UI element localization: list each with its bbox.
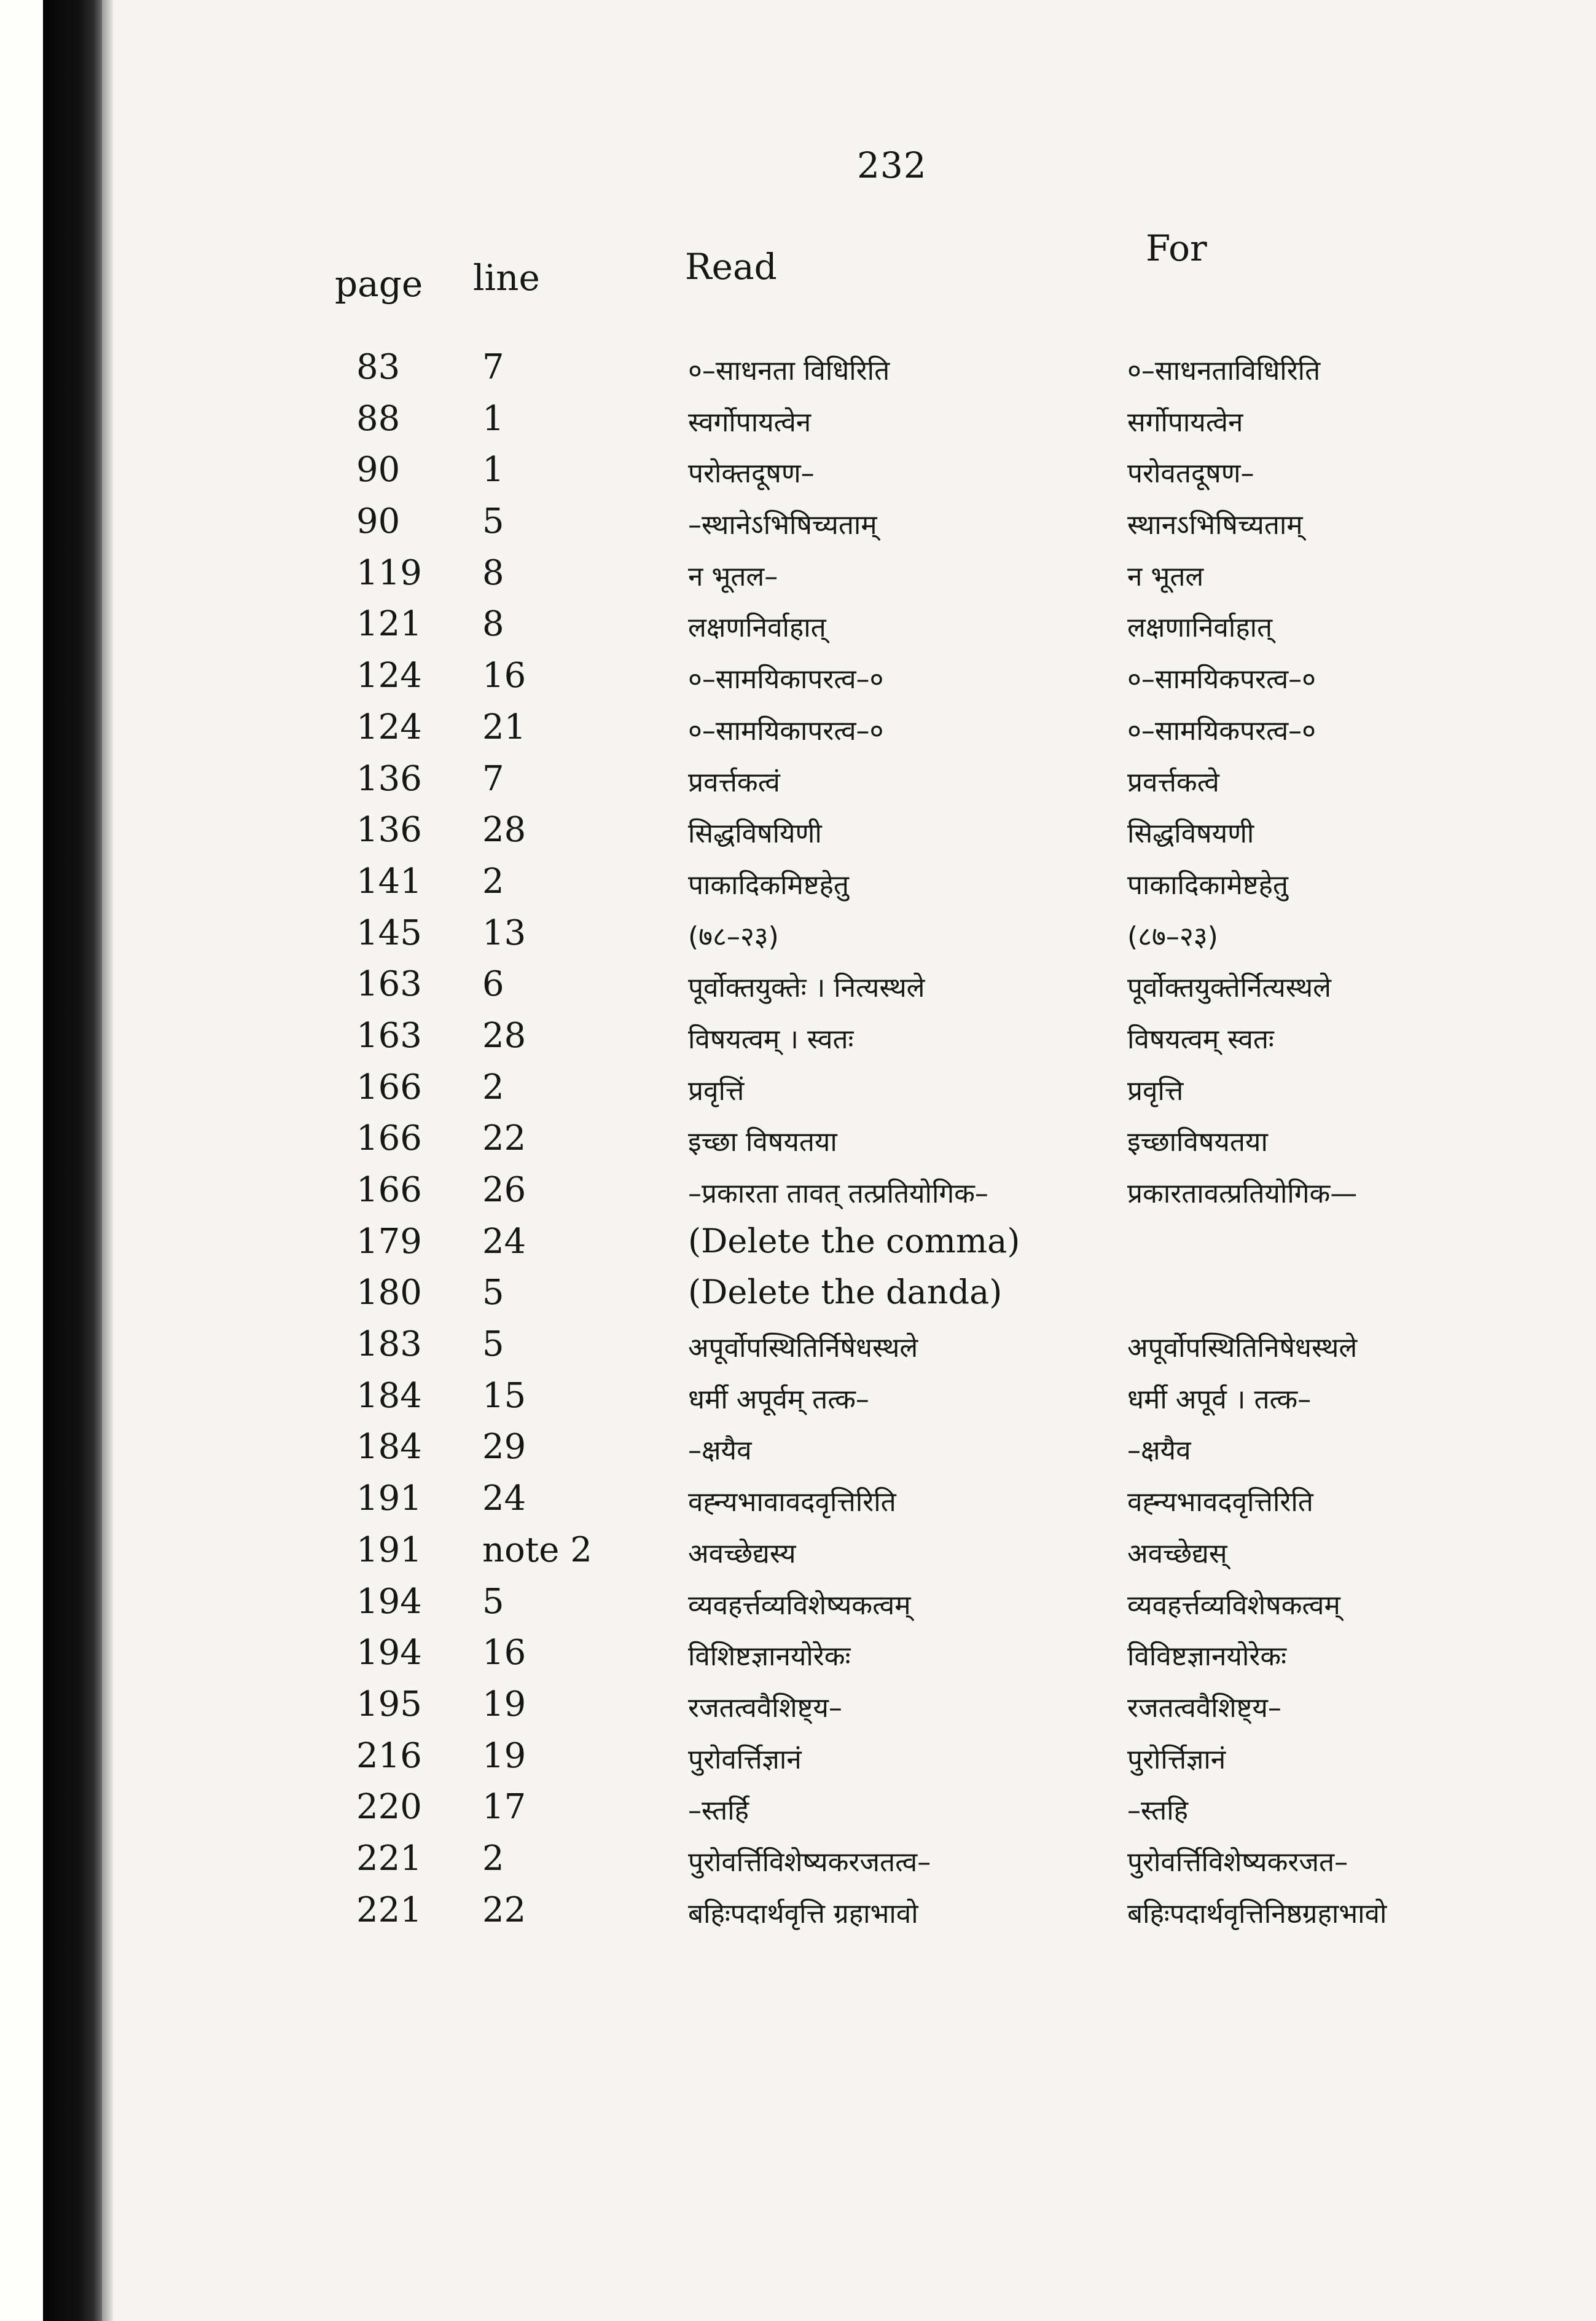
errata-page-number: 136 (356, 758, 422, 799)
errata-page-number: 221 (356, 1890, 422, 1930)
errata-correct-reading: पाकादिकमिष्टहेतु (688, 869, 849, 901)
errata-page-number: 194 (356, 1633, 422, 1673)
errata-page-number: 166 (356, 1067, 422, 1107)
errata-page-number: 90 (356, 501, 401, 542)
errata-line-number: 19 (482, 1735, 526, 1776)
errata-line-number: 2 (482, 1067, 504, 1107)
errata-page-number: 194 (356, 1581, 422, 1622)
errata-row (0, 964, 1596, 1016)
errata-row (0, 1582, 1596, 1633)
errata-page-number: 184 (356, 1375, 422, 1416)
errata-row (0, 604, 1596, 656)
errata-correct-reading: परोक्तदूषण– (688, 458, 815, 490)
errata-page-number: 191 (356, 1479, 422, 1519)
errata-row (0, 553, 1596, 605)
errata-page-number: 88 (356, 398, 401, 439)
errata-page-number: 166 (356, 1170, 422, 1210)
errata-correct-reading: (७८–२३) (688, 921, 779, 952)
errata-line-number: 24 (482, 1479, 526, 1519)
errata-line-number: 15 (482, 1375, 526, 1416)
page-number: 232 (857, 144, 927, 186)
column-header-for: For (1146, 227, 1207, 269)
errata-correct-reading: –प्रकारता तावत् तत्प्रतियोगिक– (688, 1178, 988, 1209)
errata-line-number: 1 (482, 398, 504, 439)
errata-line-number: 21 (482, 707, 526, 747)
errata-page-number: 195 (356, 1684, 422, 1724)
errata-correct-reading: धर्मी अपूर्वम् तत्क– (688, 1383, 869, 1415)
errata-row (0, 1118, 1596, 1170)
errata-correct-reading: अपूर्वोपस्थितिर्निषेधस्थले (688, 1332, 918, 1364)
errata-incorrect-reading: ०–सामयिकपरत्व–० (1127, 664, 1316, 696)
errata-incorrect-reading: पुरोवर्त्तिविशेष्यकरजत– (1127, 1846, 1348, 1878)
errata-page-number: 163 (356, 964, 422, 1005)
errata-row (0, 1787, 1596, 1839)
errata-row (0, 1067, 1596, 1119)
errata-row (0, 1324, 1596, 1376)
errata-correct-reading: रजतत्ववैशिष्ट्य– (688, 1692, 842, 1724)
errata-page-number: 121 (356, 604, 422, 645)
errata-correct-reading: बहिःपदार्थवृत्ति ग्रहाभावो (688, 1898, 918, 1930)
errata-line-number: 5 (482, 1273, 504, 1313)
errata-incorrect-reading: विविष्टज्ञानयोरेकः (1127, 1641, 1287, 1673)
errata-line-number: 24 (482, 1221, 526, 1262)
errata-page-number: 145 (356, 913, 422, 953)
errata-incorrect-reading: रजतत्ववैशिष्ट्य– (1127, 1692, 1281, 1724)
errata-row (0, 1376, 1596, 1428)
errata-correct-reading: इच्छा विषयतया (688, 1126, 837, 1158)
errata-incorrect-reading: पूर्वोक्तयुक्तेर्नित्यस्थले (1127, 972, 1331, 1004)
errata-incorrect-reading: न भूतल (1127, 560, 1204, 592)
errata-line-number: 5 (482, 501, 504, 542)
errata-incorrect-reading: अवच्छेद्यस् (1127, 1538, 1227, 1569)
errata-correct-reading: अवच्छेद्यस्य (688, 1538, 796, 1569)
errata-incorrect-reading: (८७–२३) (1127, 921, 1218, 952)
errata-correct-reading: सिद्धविषयिणी (688, 818, 822, 850)
errata-line-number: 2 (482, 1838, 504, 1879)
errata-correct-reading: ०–सामयिकापरत्व–० (688, 715, 884, 747)
errata-correct-reading: पुरोवर्त्तिविशेष्यकरजतत्व– (688, 1846, 931, 1878)
errata-incorrect-reading: सिद्धविषयणी (1127, 818, 1254, 850)
errata-line-number: 16 (482, 656, 526, 696)
errata-page-number: 183 (356, 1324, 422, 1365)
errata-page-number: 221 (356, 1838, 422, 1879)
errata-correct-reading: प्रवर्त्तकत्वं (688, 766, 780, 798)
errata-correct-reading: प्रवृत्तिं (688, 1075, 745, 1107)
errata-correct-reading: –स्थानेऽभिषिच्यताम् (688, 509, 877, 541)
errata-row (0, 450, 1596, 501)
errata-row (0, 1222, 1596, 1273)
errata-line-number: 5 (482, 1324, 504, 1365)
errata-line-number: 19 (482, 1684, 526, 1724)
errata-line-number: 29 (482, 1427, 526, 1467)
errata-incorrect-reading: सर्गोपायत्वेन (1127, 406, 1243, 438)
errata-correct-reading: (Delete the danda) (688, 1273, 1003, 1312)
errata-correct-reading: वह्न्यभावावदवृत्तिरिति (688, 1486, 896, 1518)
errata-row (0, 1170, 1596, 1222)
errata-correct-reading: (Delete the comma) (688, 1221, 1020, 1260)
errata-correct-reading: –क्षयैव (688, 1435, 752, 1467)
errata-line-number: note 2 (482, 1530, 592, 1570)
errata-row (0, 759, 1596, 811)
errata-line-number: 22 (482, 1118, 526, 1159)
errata-incorrect-reading: वह्न्यभावदवृत्तिरिति (1127, 1486, 1313, 1518)
errata-row (0, 1016, 1596, 1067)
errata-line-number: 28 (482, 1015, 526, 1056)
errata-row (0, 810, 1596, 862)
errata-line-number: 28 (482, 810, 526, 850)
errata-correct-reading: विषयत्वम् । स्वतः (688, 1023, 854, 1055)
errata-correct-reading: पूर्वोक्तयुक्तेः । नित्यस्थले (688, 972, 925, 1004)
errata-correct-reading: स्वर्गोपायत्वेन (688, 406, 812, 438)
errata-line-number: 2 (482, 861, 504, 901)
errata-row (0, 1633, 1596, 1684)
errata-incorrect-reading: स्थानऽभिषिच्यताम् (1127, 509, 1303, 541)
errata-incorrect-reading: पाकादिकामेष्टहेतु (1127, 869, 1288, 901)
errata-page-number: 136 (356, 810, 422, 850)
errata-page-number: 191 (356, 1530, 422, 1570)
errata-incorrect-reading: विषयत्वम् स्वतः (1127, 1023, 1274, 1055)
errata-row (0, 862, 1596, 913)
errata-correct-reading: व्यवहर्त्तव्यविशेष्यकत्वम् (688, 1589, 911, 1621)
errata-line-number: 13 (482, 913, 526, 953)
errata-line-number: 1 (482, 450, 504, 490)
errata-page-number: 179 (356, 1221, 422, 1262)
errata-row (0, 501, 1596, 553)
errata-page-number: 119 (356, 552, 422, 593)
errata-incorrect-reading: परोवतदूषण– (1127, 458, 1254, 490)
errata-page-number: 83 (356, 347, 401, 387)
errata-row (0, 1890, 1596, 1942)
errata-page-number: 90 (356, 450, 401, 490)
errata-incorrect-reading: प्रवृत्ति (1127, 1075, 1184, 1107)
errata-line-number: 8 (482, 604, 504, 645)
errata-line-number: 16 (482, 1633, 526, 1673)
errata-page-number: 166 (356, 1118, 422, 1159)
errata-row (0, 1273, 1596, 1324)
errata-correct-reading: न भूतल– (688, 560, 778, 592)
errata-row (0, 1684, 1596, 1736)
errata-page-number: 216 (356, 1735, 422, 1776)
errata-incorrect-reading: पुरोर्त्तिज्ञानं (1127, 1743, 1226, 1775)
errata-incorrect-reading: ०–साधनताविधिरिति (1127, 355, 1321, 387)
errata-incorrect-reading: बहिःपदार्थवृत्तिनिष्ठग्रहाभावो (1127, 1898, 1387, 1930)
errata-correct-reading: पुरोवर्त्तिज्ञानं (688, 1743, 802, 1775)
errata-incorrect-reading: –स्तहि (1127, 1795, 1188, 1827)
errata-row (0, 1427, 1596, 1479)
errata-page-number: 163 (356, 1015, 422, 1056)
errata-table (0, 347, 1596, 1941)
errata-incorrect-reading: अपूर्वोपस्थितिनिषेधस्थले (1127, 1332, 1358, 1364)
errata-incorrect-reading: व्यवहर्त्तव्यविशेषकत्वम् (1127, 1589, 1340, 1621)
errata-row (0, 656, 1596, 707)
errata-page-number: 220 (356, 1787, 422, 1828)
errata-incorrect-reading: इच्छाविषयतया (1127, 1126, 1268, 1158)
errata-page-number: 141 (356, 861, 422, 901)
column-header-line: line (473, 257, 540, 299)
errata-row (0, 347, 1596, 399)
errata-correct-reading: ०–सामयिकापरत्व–० (688, 664, 884, 696)
errata-row (0, 1530, 1596, 1582)
errata-line-number: 26 (482, 1170, 526, 1210)
errata-page-number: 184 (356, 1427, 422, 1467)
errata-page-number: 124 (356, 707, 422, 747)
errata-line-number: 8 (482, 552, 504, 593)
errata-line-number: 7 (482, 758, 504, 799)
errata-line-number: 5 (482, 1581, 504, 1622)
errata-correct-reading: लक्षणनिर्वाहात् (688, 612, 826, 644)
errata-line-number: 6 (482, 964, 504, 1005)
errata-incorrect-reading: –क्षयैव (1127, 1435, 1191, 1467)
errata-line-number: 17 (482, 1787, 526, 1828)
errata-page-number: 180 (356, 1273, 422, 1313)
errata-correct-reading: ०–साधनता विधिरिति (688, 355, 890, 387)
errata-row (0, 1736, 1596, 1788)
errata-page-number: 124 (356, 656, 422, 696)
errata-incorrect-reading: ०–सामयिकपरत्व–० (1127, 715, 1316, 747)
errata-incorrect-reading: प्रकारतावत्प्रतियोगिक— (1127, 1178, 1358, 1209)
errata-correct-reading: विशिष्टज्ञानयोरेकः (688, 1641, 851, 1673)
errata-line-number: 22 (482, 1890, 526, 1930)
errata-incorrect-reading: लक्षणानिर्वाहात् (1127, 612, 1273, 644)
errata-row (0, 399, 1596, 450)
column-header-page: page (335, 263, 423, 305)
errata-incorrect-reading: धर्मी अपूर्व । तत्क– (1127, 1383, 1312, 1415)
column-header-read: Read (685, 246, 777, 288)
errata-row (0, 707, 1596, 759)
errata-row (0, 1479, 1596, 1530)
errata-line-number: 7 (482, 347, 504, 387)
errata-incorrect-reading: प्रवर्त्तकत्वे (1127, 766, 1219, 798)
errata-row (0, 1839, 1596, 1890)
errata-correct-reading: –स्तर्हि (688, 1795, 749, 1827)
errata-row (0, 913, 1596, 965)
